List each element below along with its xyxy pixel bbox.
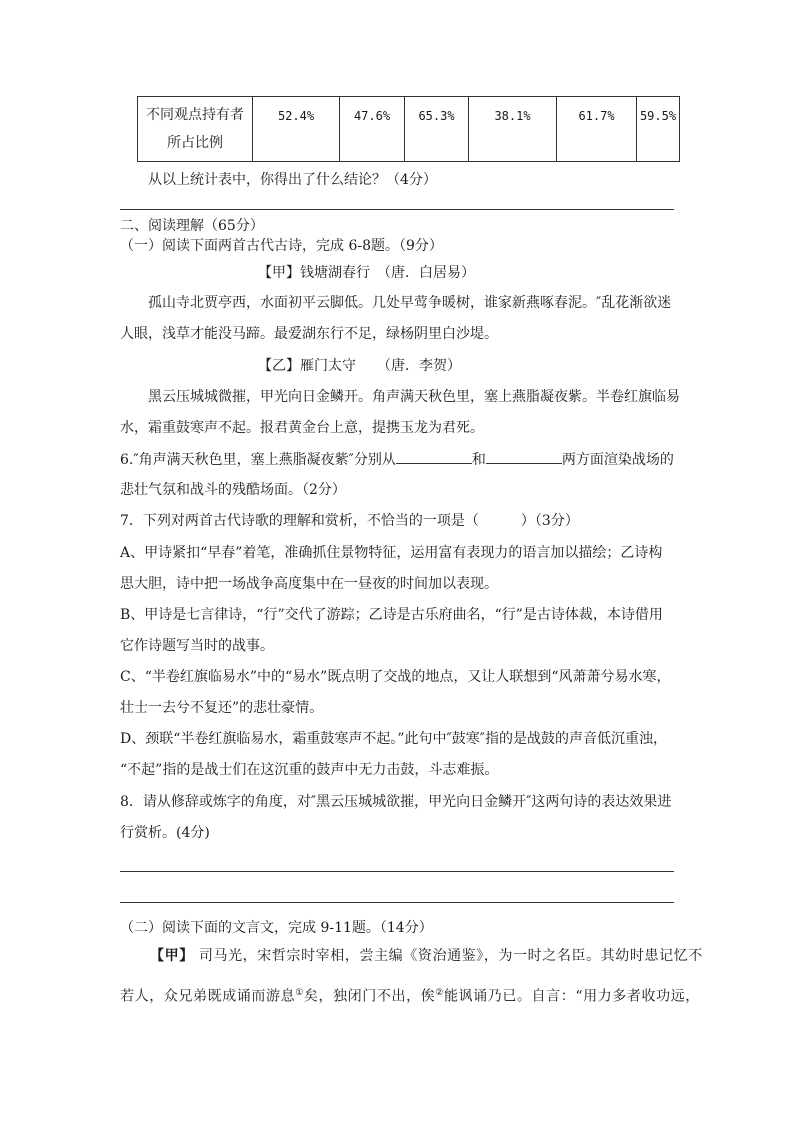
prose-line: 【甲】 司马光，宋哲宗时宰相，尝主编《资治通鉴》，为一时之名臣。其幼时患记忆不 bbox=[150, 948, 703, 964]
prose-line: 若人，众兄弟既成诵而游息①矣，独闭门不出，俟②能讽诵乃已。自言：“用力多者收功远， bbox=[120, 988, 700, 1005]
prose-tag: 【甲】 bbox=[150, 948, 194, 964]
table-cell: 47.6% bbox=[340, 97, 405, 162]
poem-b-line: 水，霜重鼓寒声不起。报君黄金台上意，提携玉龙为君死。 bbox=[120, 420, 484, 436]
answer-line[interactable] bbox=[120, 902, 674, 903]
divider bbox=[120, 209, 674, 210]
table-cell: 38.1% bbox=[469, 97, 557, 162]
option-a: A、甲诗紧扣“早春”着笔，准确抓住景物特征，运用富有表现力的语言加以描绘；乙诗构 bbox=[120, 545, 663, 561]
part2-intro: （二）阅读下面的文言文，完成 9-11题。（14分） bbox=[120, 920, 433, 936]
statistics-table bbox=[137, 96, 680, 162]
question-6-line2: 悲壮气氛和战斗的残酷场面。（2分） bbox=[120, 482, 346, 498]
answer-line[interactable] bbox=[120, 871, 674, 872]
option-b: B、甲诗是七言律诗，“行”交代了游踪；乙诗是古乐府曲名，“行”是古诗体裁，本诗借用 bbox=[120, 607, 663, 623]
poem-b-title: 【乙】雁门太守 （唐．李贺） bbox=[258, 358, 461, 374]
poem-a-title: 【甲】钱塘湖春行 （唐．白居易） bbox=[258, 265, 475, 281]
poem-a-line: 孤山寺北贾亭西，水面初平云脚低。几处早莺争暖树，谁家新燕啄春泥。″乱花渐欲迷 bbox=[148, 295, 672, 311]
option-d-cont: “不起”指的是战士们在这沉重的鼓声中无力击鼓，斗志难振。 bbox=[120, 762, 499, 778]
question-6: 6.″角声满天秋色里，塞上燕脂凝夜紫″分别从 和 两方面渲染战场的 bbox=[120, 449, 674, 470]
option-d: D、颈联“半卷红旗临易水，霜重鼓寒声不起。”此句中″鼓寒″指的是战鼓的声音低沉重浊， bbox=[120, 731, 667, 747]
question-8-cont: 行赏析。(4分) bbox=[120, 825, 210, 841]
section-title: 二、阅读理解（65分） bbox=[120, 218, 264, 234]
question-8: 8．请从修辞或炼字的角度，对″黑云压城城欲摧，甲光向日金鳞开″这两句诗的表达效果进 bbox=[120, 794, 672, 810]
row-label-line2: 所占比例 bbox=[167, 135, 223, 151]
row-label bbox=[138, 97, 253, 162]
table-cell: 59.5% bbox=[637, 97, 680, 162]
answer-blank[interactable] bbox=[486, 449, 562, 464]
table-row bbox=[138, 97, 680, 162]
table-cell: 65.3% bbox=[405, 97, 469, 162]
answer-blank[interactable] bbox=[396, 449, 472, 464]
footnote-mark: ② bbox=[435, 988, 444, 998]
question-7: 7．下列对两首古代诗歌的理解和赏析，不恰当的一项是（ ）（3分） bbox=[120, 513, 579, 529]
option-c: C、“半卷红旗临易水”中的“易水”既点明了交战的地点，又让人联想到“风萧萧兮易水寒， bbox=[120, 669, 671, 685]
option-b-cont: 它作诗题写当时的战事。 bbox=[120, 638, 274, 654]
option-c-cont: 壮士一去兮不复还”的悲壮豪情。 bbox=[120, 700, 324, 716]
poem-a-line: 人眼，浅草才能没马蹄。最爱湖东行不足，绿杨阴里白沙堤。 bbox=[120, 326, 498, 342]
stats-question: 从以上统计表中，你得出了什么结论？（4分） bbox=[148, 172, 437, 188]
table-cell: 61.7% bbox=[557, 97, 637, 162]
poem-b-line: 黑云压城城微摧，甲光向日金鳞开。角声满天秋色里，塞上燕脂凝夜紫。半卷红旗临易 bbox=[148, 389, 680, 405]
footnote-mark: ① bbox=[295, 988, 304, 998]
row-label-line1: 不同观点持有者 bbox=[146, 107, 244, 123]
option-a-cont: 思大胆，诗中把一场战争高度集中在一昼夜的时间加以表现。 bbox=[120, 576, 498, 592]
table-cell: 52.4% bbox=[253, 97, 340, 162]
part1-intro: （一）阅读下面两首古代古诗，完成 6-8题。（9分） bbox=[120, 238, 443, 254]
